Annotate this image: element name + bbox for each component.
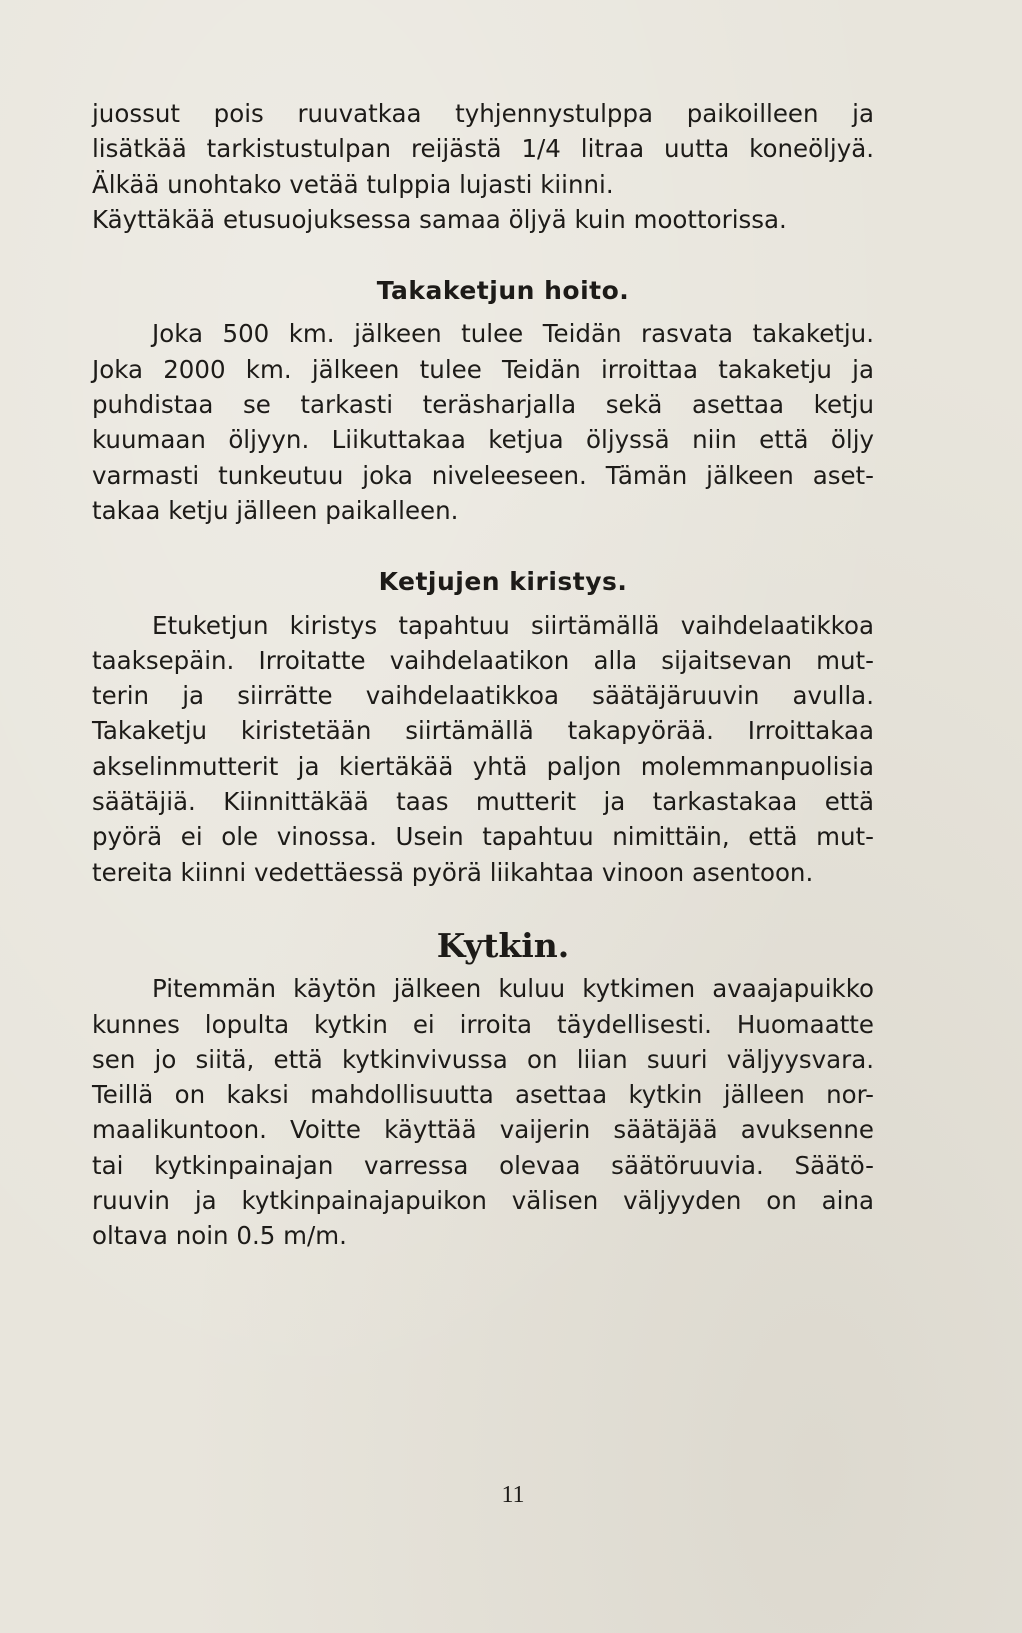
text-line: sen jo siitä, että kytkinvivussa on liian suuri väljyysvara.	[92, 1044, 874, 1074]
paragraph-oil-refill	[92, 96, 874, 202]
text-line: Käyttäkää etusuojuksessa samaa öljyä kuin moottorissa.	[92, 204, 787, 234]
text-line: taaksepäin. Irroitatte vaihdelaatikon alla sijaitsevan mut-	[92, 645, 874, 675]
paragraph-rear-chain-care	[92, 316, 874, 528]
page-number-text: 11	[501, 1482, 525, 1508]
text-line: Älkää unohtako vetää tulppia lujasti kiinni.	[92, 169, 614, 199]
text-column	[92, 96, 874, 1254]
text-line: maalikuntoon. Voitte käyttää vaijerin säätäjää avuksenne	[92, 1115, 874, 1145]
text-line: juossut pois ruuvatkaa tyhjennystulppa paikoilleen ja	[92, 99, 874, 128]
text-line: Joka 500 km. jälkeen tulee Teidän rasvata takaketju.	[152, 319, 874, 349]
text-line: säätäjiä. Kiinnittäkää taas mutterit ja tarkastakaa että	[92, 787, 874, 817]
text-line: puhdistaa se tarkasti teräsharjalla sekä asettaa ketju	[92, 390, 874, 420]
text-line: lisätkää tarkistustulpan reijästä 1/4 litraa uutta koneöljyä.	[92, 134, 874, 164]
paragraph-chain-tensioning	[92, 608, 874, 890]
text-line: tai kytkinpainajan varressa olevaa säätöruuvia. Säätö-	[92, 1150, 874, 1180]
text-line: Joka 2000 km. jälkeen tulee Teidän irroittaa takaketju ja	[92, 354, 874, 384]
section-heading-chain-tensioning: Ketjujen kiristys.	[378, 567, 628, 597]
paragraph-front-guard-oil	[92, 202, 874, 237]
text-line: terin ja siirrätte vaihdelaatikkoa säätäjäruuvin avulla.	[92, 681, 874, 711]
text-line: kunnes lopulta kytkin ei irroita täydellisesti. Huomaatte	[92, 1009, 874, 1039]
text-line: oltava noin 0.5 m/m.	[92, 1221, 347, 1251]
section-heading-clutch: Kytkin.	[436, 925, 570, 965]
text-line: ruuvin ja kytkinpainajapuikon välisen väljyyden on aina	[92, 1186, 874, 1216]
paragraph-clutch	[92, 971, 874, 1253]
text-line: Pitemmän käytön jälkeen kuluu kytkimen avaajapuikko	[152, 974, 874, 1004]
text-line: Takaketju kiristetään siirtämällä takapyörää. Irroittakaa	[92, 716, 874, 746]
text-line: Etuketjun kiristys tapahtuu siirtämällä vaihdelaatikkoa	[152, 610, 874, 640]
section-heading-rear-chain-care: Takaketjun hoito.	[376, 276, 630, 306]
text-line: Teillä on kaksi mahdollisuutta asettaa kytkin jälleen nor-	[92, 1080, 874, 1110]
text-line: tereita kiinni vedettäessä pyörä liikahtaa vinoon asentoon.	[92, 857, 814, 887]
text-line: varmasti tunkeutuu joka niveleeseen. Tämän jälkeen aset-	[92, 460, 874, 490]
text-line: takaa ketju jälleen paikalleen.	[92, 495, 459, 525]
page-number	[0, 1482, 1022, 1509]
text-line: kuumaan öljyyn. Liikuttakaa ketjua öljyssä niin että öljy	[92, 425, 874, 455]
text-line: akselinmutterit ja kiertäkää yhtä paljon molemmanpuolisia	[92, 751, 874, 781]
text-line: pyörä ei ole vinossa. Usein tapahtuu nimittäin, että mut-	[92, 822, 874, 852]
